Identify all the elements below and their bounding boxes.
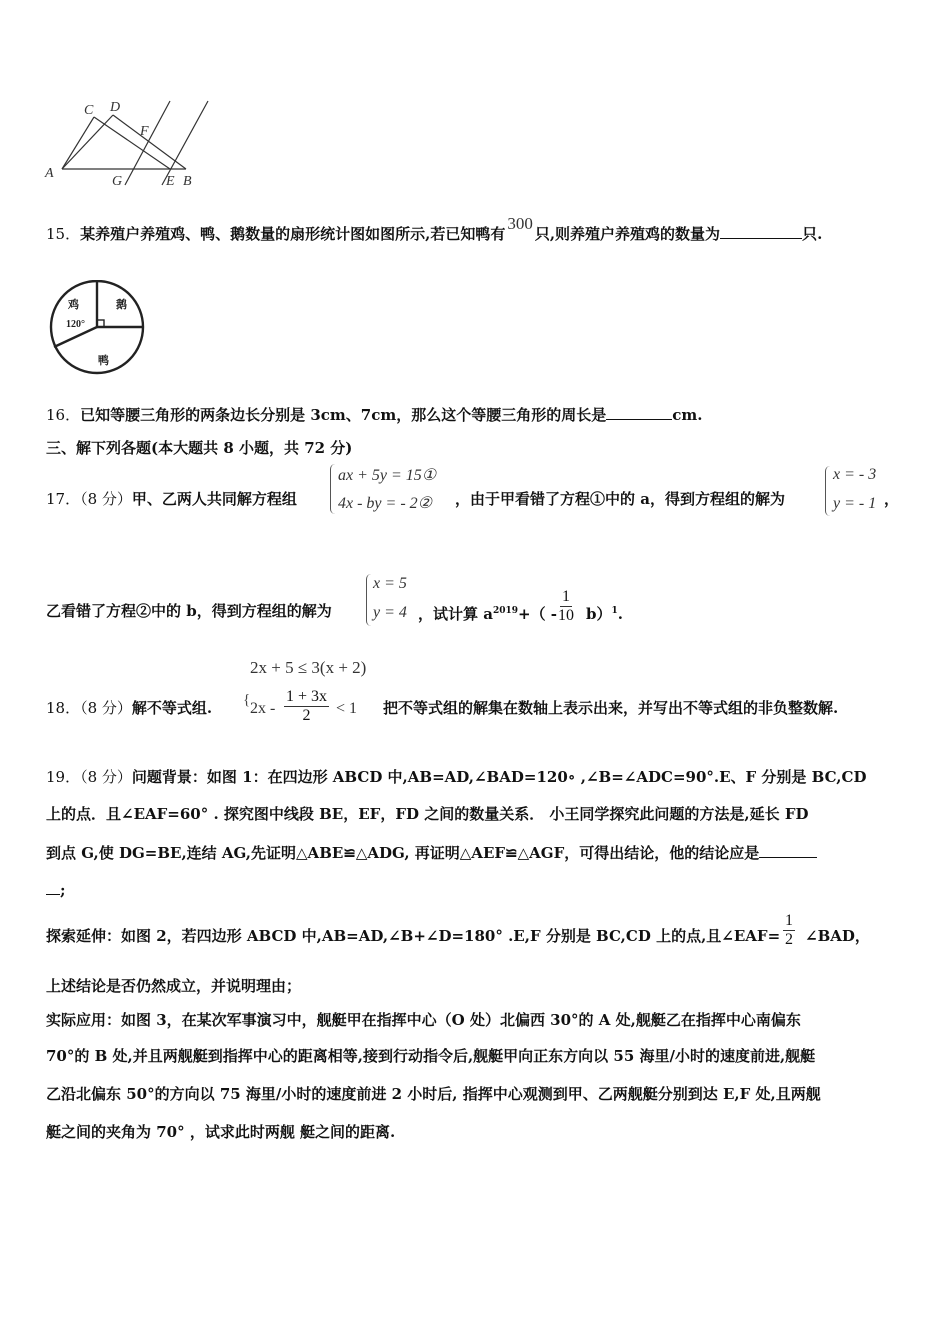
geometry-figure [40, 95, 220, 190]
question-17-line-2c [586, 601, 623, 624]
label-e: E [166, 174, 175, 189]
question-text: ，试计算 a [418, 605, 493, 623]
solution-2-x: x = 5 [373, 575, 407, 592]
solution-2-brace [366, 574, 371, 626]
question-19-line-10: 艇之间的夹角为 70° ，试求此时两舰 艇之间的距离. [46, 1123, 396, 1141]
inequality-2-fraction [284, 688, 329, 725]
label-f: F [140, 124, 149, 139]
solution-1-x: x = - 3 [833, 466, 877, 483]
label-g: G [112, 174, 123, 189]
question-17-line-1b: ，由于甲看错了方程①中的 a，得到方程组的解为 [455, 490, 785, 508]
label-b: B [183, 174, 192, 189]
pie-label-duck: 鸭 [98, 355, 109, 367]
fraction-denominator: 2 [785, 931, 793, 948]
question-15 [46, 214, 823, 244]
question-text: 到点 G,使 DG=BE,连结 AG,先证明△ABE≌△ADG, 再证明△AEF≌△AGF，可得出结论，他的结论应是 [46, 844, 760, 862]
question-19-line-4 [46, 880, 66, 900]
fraction-numerator: 1 [562, 588, 570, 605]
question-text: 问题背景：如图 1：在四边形 ABCD 中,AB=AD,∠BAD=120∘ ,∠B=∠ADC=90°.E、F 分别是 BC,CD [131, 768, 867, 786]
solution-1-y: y = - 1 [833, 495, 877, 512]
question-18 [46, 698, 212, 718]
fraction-denominator: 2 [302, 707, 311, 724]
question-number: 19． [46, 768, 81, 786]
question-text: ; [60, 881, 66, 899]
solution-1-brace [825, 466, 830, 516]
question-number: 18． [46, 699, 81, 717]
pie-label-chicken: 鸡 [68, 299, 79, 311]
question-text: 只,则养殖户养殖鸡的数量为 [534, 225, 721, 243]
fraction-numerator: 1 + 3x [286, 688, 328, 705]
fraction-numerator: 1 [785, 912, 793, 929]
question-score: （8 分） [80, 768, 132, 786]
question-19-line-9: 乙沿北偏东 50°的方向以 75 海里/小时的速度前进 2 小时后, 指挥中心观测到甲、乙两舰艇分别到达 E,F 处,且两舰 [46, 1085, 821, 1103]
question-text: 某养殖户养殖鸡、鸭、鹅数量的扇形统计图如图所示,若已知鸭有 [80, 225, 506, 243]
fraction-1-10 [558, 588, 574, 625]
question-18-text: 把不等式组的解集在数轴上表示出来，并写出不等式组的非负整数解. [383, 699, 839, 717]
section-heading: 三、解下列各题(本大题共 8 小题，共 72 分) [46, 439, 353, 457]
question-19-line-2: 上的点．且∠EAF=60° . 探究图中线段 BE，EF，FD 之间的数量关系． 小王同学探究此问题的方法是,延长 FD [46, 805, 809, 823]
question-number: 15． [46, 225, 81, 243]
question-number: 17． [46, 490, 81, 508]
question-text: b） [586, 605, 612, 623]
question-number: 16． [46, 406, 81, 424]
answer-blank[interactable] [759, 843, 817, 858]
label-a: A [45, 166, 54, 181]
question-19-line-7: 实际应用：如图 3，在某次军事演习中，舰艇甲在指挥中心（O 处）北偏西 30°的 A 处,舰艇乙在指挥中心南偏东 [46, 1011, 801, 1029]
question-text: . [617, 605, 623, 623]
segment-ce [94, 117, 170, 169]
exponent-1: 1 [611, 606, 618, 616]
question-19-line-6: 上述结论是否仍然成立，并说明理由； [46, 977, 302, 995]
question-text: 解不等式组. [131, 699, 213, 717]
question-text: 只. [802, 225, 823, 243]
comma: ， [884, 490, 900, 508]
question-text: 甲、乙两人共同解方程组 [131, 490, 297, 508]
exponent-2019: 2019 [492, 606, 519, 616]
question-score: （8 分） [80, 490, 132, 508]
fraction-1-2 [783, 912, 795, 949]
question-19-line-5b: ∠BAD， [805, 927, 870, 945]
question-19-line-5 [46, 926, 780, 946]
answer-blank-continued[interactable] [46, 880, 60, 895]
label-c: C [84, 103, 94, 118]
question-17-line-2b [418, 601, 557, 624]
equation-2: 4x - by = - 2② [338, 495, 432, 512]
question-text: +（ - [518, 605, 558, 623]
question-text: 已知等腰三角形的两条边长分别是 3cm、7cm，那么这个等腰三角形的周长是 [80, 406, 607, 424]
number-300: 300 [507, 214, 533, 233]
question-text: cm. [672, 406, 703, 424]
answer-blank[interactable] [720, 224, 802, 239]
question-score: （8 分） [80, 699, 132, 717]
equation-1: ax + 5y = 15① [338, 467, 437, 484]
pie-chart [46, 280, 150, 376]
inequality-brace: { [243, 692, 251, 708]
equation-system-brace [330, 464, 335, 514]
fraction-denominator: 10 [558, 607, 574, 624]
question-19-line-8: 70°的 B 处,并且两舰艇到指挥中心的距离相等,接到行动指令后,舰艇甲向正东方向以 55 海里/小时的速度前进,舰艇 [46, 1047, 816, 1065]
segment-ac [62, 117, 94, 169]
label-d: D [110, 100, 121, 115]
segment-ad [62, 115, 113, 169]
inequality-1: 2x + 5 ≤ 3(x + 2) [250, 658, 367, 677]
question-text: 探索延伸：如图 2，若四边形 ABCD 中,AB=AD,∠B+∠D=180° .E,F 分别是 BC,CD 上的点,且∠EAF= [46, 927, 781, 945]
question-19-line-1 [46, 767, 866, 787]
question-17-line-2: 乙看错了方程②中的 b，得到方程组的解为 [46, 602, 332, 620]
pie-angle-120: 120° [66, 319, 85, 330]
inequality-2-left: 2x - [250, 700, 276, 717]
question-16 [46, 405, 702, 425]
pie-label-goose: 鹅 [116, 299, 127, 311]
question-17-line-1 [46, 489, 297, 509]
solution-2-y: y = 4 [373, 604, 407, 621]
inequality-2-right: < 1 [336, 700, 358, 717]
question-19-line-3 [46, 843, 817, 863]
line-e [162, 101, 208, 185]
answer-blank[interactable] [606, 405, 672, 420]
